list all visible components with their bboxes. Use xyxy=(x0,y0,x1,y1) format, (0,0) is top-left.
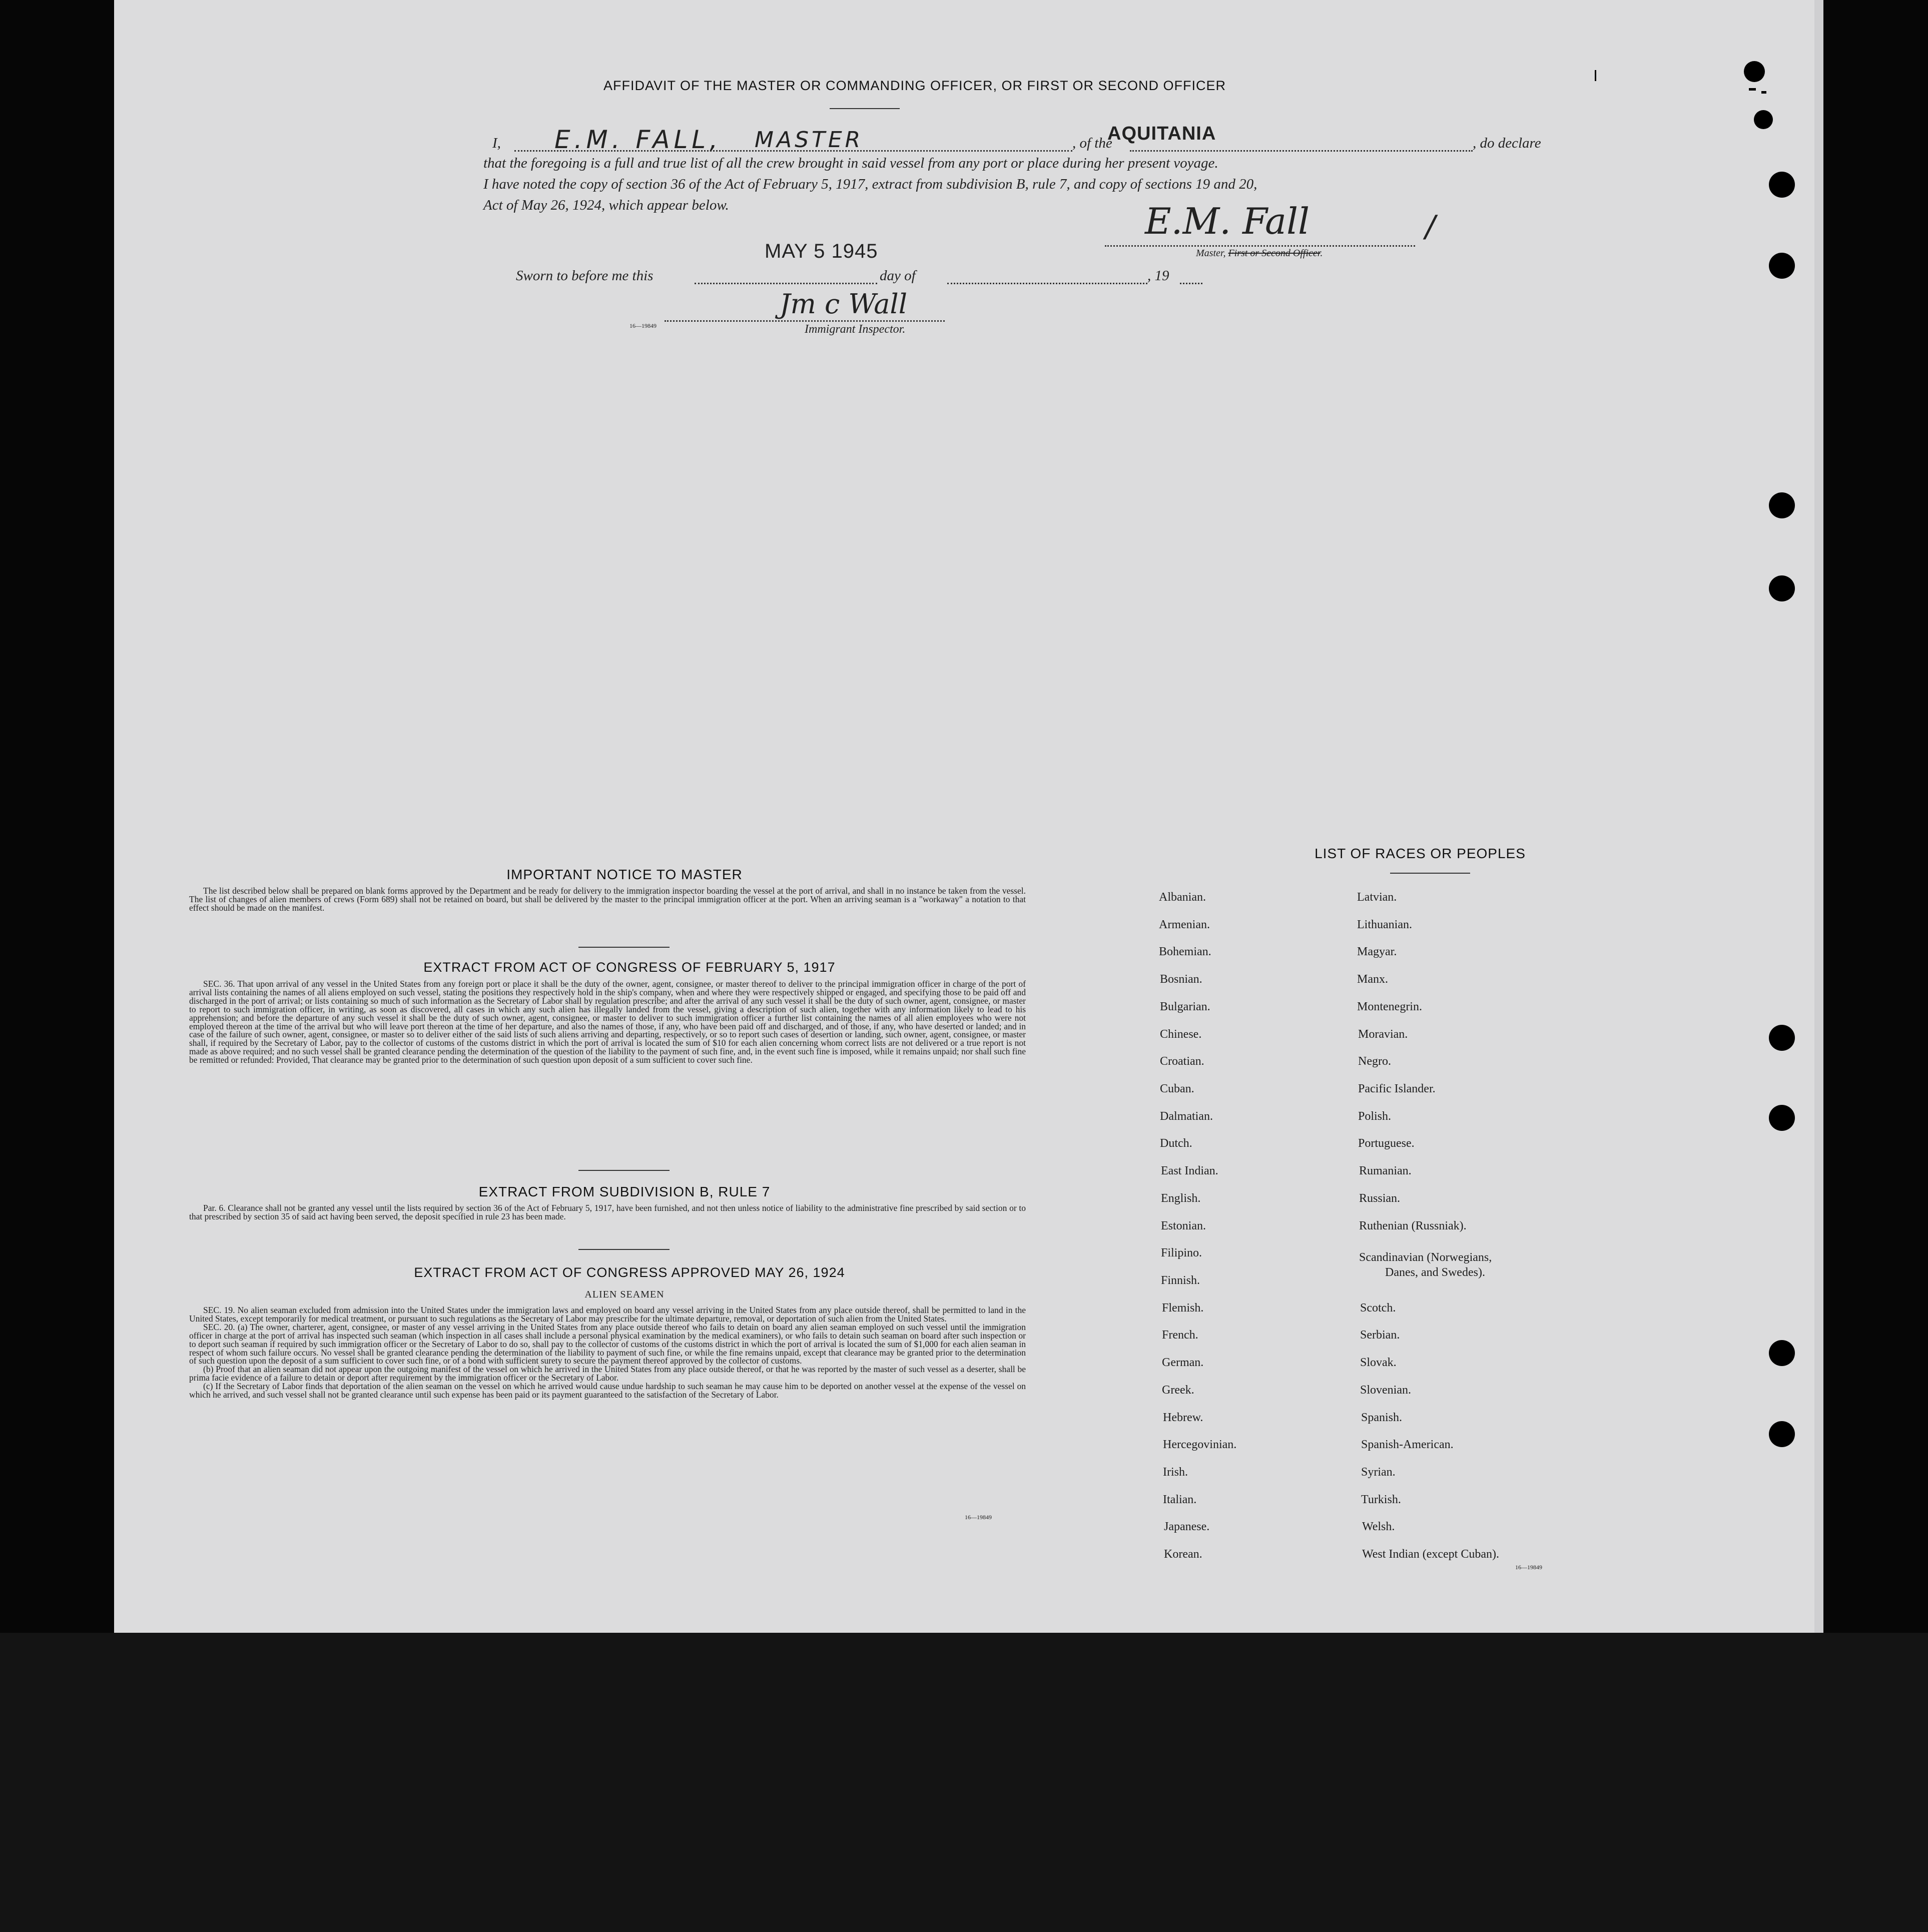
race-left: English. xyxy=(1161,1192,1201,1205)
race-left: Bosnian. xyxy=(1160,973,1202,986)
master-signature-line xyxy=(1105,245,1415,247)
master-name: E.M. FALL, xyxy=(554,125,722,154)
race-left: Irish. xyxy=(1163,1466,1188,1479)
day-of-label: day of xyxy=(880,268,916,284)
scanner-bed xyxy=(0,1633,1928,1932)
sworn-month-line xyxy=(947,283,1147,284)
master-caption-label: Master, xyxy=(1196,248,1226,259)
extract-1917-title: EXTRACT FROM ACT OF CONGRESS OF FEBRUARY 5, 1917 xyxy=(423,960,836,975)
extract-1924-subtitle: ALIEN SEAMEN xyxy=(584,1289,665,1300)
punch-hole xyxy=(1769,492,1795,518)
race-right: Lithuanian. xyxy=(1357,918,1412,931)
races-title: LIST OF RACES OR PEOPLES xyxy=(1315,846,1526,861)
of-the-label: , of the xyxy=(1072,135,1112,151)
punch-hole xyxy=(1754,110,1773,129)
notice-body xyxy=(189,887,1026,912)
race-left: East Indian. xyxy=(1161,1164,1218,1177)
race-left: Estonian. xyxy=(1161,1219,1206,1232)
race-right: Pacific Islander. xyxy=(1358,1082,1436,1095)
race-left: Armenian. xyxy=(1159,918,1210,931)
sec19-paragraph: SEC. 19. No alien seaman excluded from admission into the United States under the immigration laws and employed on board any vessel arriving in the United States from any place outside thereof, shall be permitted to land in the United States, except temporarily for medical treatment, or pursuant to such regulations as the Secretary of Labor may prescribe for the ultimate departure, removal, or deportation of such alien from the United States. xyxy=(189,1305,1026,1324)
affidavit-i-label: I, xyxy=(492,135,501,151)
punch-hole xyxy=(1769,575,1795,601)
sec20c-paragraph: (c) If the Secretary of Labor finds that deportation of the alien seaman on the vessel on which he arrived would cause undue hardship to such seaman he may cause him to be deported on another vessel at the expense of the vessel on which he arrived, and such vessel shall not be granted clearance until such expense has been paid or its payment guaranteed to the satisfaction of the Secretary of Labor. xyxy=(189,1381,1026,1400)
race-left: Albanian. xyxy=(1159,891,1206,904)
master-signature: E.M. Fall xyxy=(1145,200,1310,242)
signature-tick: / xyxy=(1425,209,1436,244)
master-caption-end: . xyxy=(1320,248,1323,259)
race-left: Hebrew. xyxy=(1163,1411,1203,1424)
race-left: Korean. xyxy=(1164,1548,1202,1561)
affidavit-title: AFFIDAVIT OF THE MASTER OR COMMANDING OFFICER, OR FIRST OR SECOND OFFICER xyxy=(603,78,1226,93)
race-left: Bohemian. xyxy=(1159,945,1211,958)
inspector-caption: Immigrant Inspector. xyxy=(805,323,906,336)
races-rule xyxy=(1390,873,1470,874)
race-left: Dalmatian. xyxy=(1160,1110,1213,1123)
race-right: West Indian (except Cuban). xyxy=(1362,1548,1499,1561)
race-left: Finnish. xyxy=(1161,1274,1200,1287)
declaration-line-1: that the foregoing is a full and true list of all the crew brought in said vessel from any port or place during her present voyage. xyxy=(483,155,1218,171)
master-caption-struck: First or Second Officer xyxy=(1228,248,1321,259)
race-right: Welsh. xyxy=(1362,1520,1395,1533)
sworn-label: Sworn to before me this xyxy=(516,268,654,284)
race-right: Slovenian. xyxy=(1360,1384,1411,1397)
sworn-day-line xyxy=(695,283,877,284)
race-left: German. xyxy=(1162,1356,1204,1369)
inspector-signature-line xyxy=(665,320,945,322)
race-left: Hercegovinian. xyxy=(1163,1438,1237,1451)
extract-rule7-rule xyxy=(578,1249,670,1250)
race-right: Portuguese. xyxy=(1358,1137,1415,1150)
race-right: Scotch. xyxy=(1360,1302,1396,1315)
race-right: Latvian. xyxy=(1357,891,1397,904)
declaration-line-3: Act of May 26, 1924, which appear below. xyxy=(483,197,729,213)
races-form-number: 16—19849 xyxy=(1515,1564,1542,1571)
race-left: Italian. xyxy=(1163,1493,1197,1506)
master-rank: MASTER xyxy=(755,127,864,153)
race-right: Polish. xyxy=(1358,1110,1392,1123)
punch-hole xyxy=(1769,253,1795,279)
punch-hole xyxy=(1769,1340,1795,1366)
extract-rule7-paragraph: Par. 6. Clearance shall not be granted any vessel until the lists required by section 36 of the Act of February 5, 1917, have been furnished, and not then unless notice of liability to the administrative fine prescribed by said section or to that prescribed by section 35 of said act having been served, the deposit specified in rule 23 has been made. xyxy=(189,1203,1026,1221)
race-right: Negro. xyxy=(1358,1055,1391,1068)
punch-hole xyxy=(1769,172,1795,198)
extract-rule7-title: EXTRACT FROM SUBDIVISION B, RULE 7 xyxy=(478,1184,771,1199)
race-left: Chinese. xyxy=(1160,1028,1202,1041)
race-right: Slovak. xyxy=(1360,1356,1397,1369)
race-right: Turkish. xyxy=(1361,1493,1401,1506)
race-right: Scandinavian (Norwegians, xyxy=(1359,1251,1492,1264)
notice-rule xyxy=(578,947,670,948)
punch-hole xyxy=(1769,1105,1795,1131)
page-edge xyxy=(1814,0,1823,1633)
vessel-line xyxy=(1130,150,1473,152)
year-line xyxy=(1180,283,1202,284)
race-right: Spanish. xyxy=(1361,1411,1403,1424)
race-left: Cuban. xyxy=(1160,1082,1194,1095)
race-left: Flemish. xyxy=(1162,1302,1204,1315)
scan-mark xyxy=(1761,91,1766,94)
race-left: Japanese. xyxy=(1164,1520,1210,1533)
race-right: Montenegrin. xyxy=(1357,1000,1422,1013)
document-page xyxy=(114,0,1823,1633)
race-left: Croatian. xyxy=(1160,1055,1204,1068)
race-right: Serbian. xyxy=(1360,1329,1400,1342)
race-right: Russian. xyxy=(1359,1192,1401,1205)
notice-title: IMPORTANT NOTICE TO MASTER xyxy=(506,867,743,882)
date-stamp: MAY 5 1945 xyxy=(765,240,878,262)
scan-mark xyxy=(1749,88,1756,91)
race-right: Syrian. xyxy=(1361,1466,1396,1479)
affidavit-form-number: 16—19849 xyxy=(629,322,657,329)
sec20a-paragraph: SEC. 20. (a) The owner, charterer, agent, consignee, or master of any vessel arriving in the United States from any place outside thereof who fails to detain on board any alien seaman employed on such vessel until the immigration officer in charge at the port of arrival has inspected such seaman (which inspection in all cases shall include a personal physical examination by the medical examiners), or who fails to detain such seaman on board after such inspection or to deport such seaman if required by such immigration officer or the Secretary of Labor to do so, shall pay to the collector of customs of the customs district in which the port of arrival is located the sum of $1,000 for each alien seaman in respect of whom such failure occurs. No vessel shall be granted clearance pending the determination of the liability to payment of such fine, or while the fine remains unpaid, except that clearance may be granted prior to the determination of such question upon the deposit of a sum sufficient to cover such fine, or of a bond with sufficient surety to secure the payment thereof approved by the collector of customs. xyxy=(189,1322,1026,1366)
extract-rule7-body xyxy=(189,1204,1026,1221)
punch-hole xyxy=(1769,1421,1795,1447)
race-right: Moravian. xyxy=(1358,1028,1408,1041)
race-right: Magyar. xyxy=(1357,945,1397,958)
race-left: Filipino. xyxy=(1161,1246,1202,1259)
extract-1917-body xyxy=(189,980,1026,1064)
race-right: Rumanian. xyxy=(1359,1164,1412,1177)
extract-1917-paragraph: SEC. 36. That upon arrival of any vessel in the United States from any foreign port or place it shall be the duty of the owner, agent, consignee, or master thereof to deliver to the principal immigration officer in charge of the port of arrival lists containing the names of all aliens employed on such vessel, stating the positions they respectively hold in the ship's company, when and where they were respectively shipped or engaged, and specifying those to be paid off and discharged in the port of arrival; or lists containing so much of such information as the Secretary of Labor shall by regulation prescribe; and after the arrival of any such vessel it shall be the duty of such owner, agent, consignee, or master to report to such immigration officer, in writing, as soon as discovered, all cases in which any such alien has illegally landed from the vessel, giving a description of such alien, together with any information likely to lead to his apprehension; and before the departure of any such vessel it shall be the duty of such owner, agent, consignee, or master to deliver to such immigration officer a further list containing the names of all alien employees who were not employed thereon at the time of the arrival but who will leave port thereon at the time of her departure, and also the names of those, if any, who have been paid off and discharged, and of those, if any, who have deserted or landed; and in case of the failure of such owner, agent, consignee, or master so to deliver either of the said lists of such aliens arriving and departing, respectively, or so to report such cases of desertion or landing, such owner, agent, consignee, or master shall, if required by the Secretary of Labor, pay to the collector of customs of the customs district in which the port of arrival is located the sum of $10 for each alien concerning whom correct lists are not delivered or a true report is not made as above required; and no such vessel shall be granted clearance pending the determination of the question of the liability to the payment of such fine, and, in the event such fine is imposed, while it remains unpaid; nor shall such fine be remitted or refunded: Provided, That clearance may be granted prior to the determination of such question upon deposit of a sum sufficient to cover such fine. xyxy=(189,979,1026,1065)
do-declare-label: , do declare xyxy=(1473,135,1541,151)
sec20b-paragraph: (b) Proof that an alien seaman did not appear upon the outgoing manifest of the vessel on which he arrived in the United States from any place outside thereof, or that he was reported by the master of such vessel as a deserter, shall be prima facie evidence of a failure to detain or deport after requirement by the immigration officer or the Secretary of Labor. xyxy=(189,1364,1026,1383)
race-right: Spanish-American. xyxy=(1361,1438,1454,1451)
extract-form-number: 16—19849 xyxy=(965,1514,992,1521)
vessel-name: AQUITANIA xyxy=(1107,123,1216,144)
declaration-line-2: I have noted the copy of section 36 of the Act of February 5, 1917, extract from subdivision B, rule 7, and copy of sections 19 and 20, xyxy=(483,176,1257,192)
race-right: Manx. xyxy=(1357,973,1388,986)
extract-1917-rule xyxy=(578,1170,670,1171)
race-right: Ruthenian (Russniak). xyxy=(1359,1219,1467,1232)
title-rule xyxy=(830,108,900,109)
race-left: Dutch. xyxy=(1160,1137,1192,1150)
extract-1924-body xyxy=(189,1306,1026,1399)
inspector-signature: Jm c Wall xyxy=(780,288,907,320)
race-right: Danes, and Swedes). xyxy=(1385,1266,1485,1279)
punch-hole xyxy=(1769,1025,1795,1051)
race-left: Bulgarian. xyxy=(1160,1000,1210,1013)
master-caption xyxy=(1196,248,1323,259)
extract-1924-title: EXTRACT FROM ACT OF CONGRESS APPROVED MAY 26, 1924 xyxy=(414,1265,845,1280)
race-left: Greek. xyxy=(1162,1384,1194,1397)
notice-paragraph: The list described below shall be prepared on blank forms approved by the Department and be ready for delivery to the immigration inspector boarding the vessel at the port of arrival, and shall in no instance be taken from the vessel. The list of changes of alien members of crews (Form 689) shall not be retained on board, but shall be delivered by the master to the principal immigration officer at the port. When an arriving seaman is a "workaway" a notation to that effect should be made on the manifest. xyxy=(189,886,1026,913)
race-left: French. xyxy=(1162,1329,1198,1342)
punch-hole xyxy=(1744,61,1765,82)
year-label: , 19 xyxy=(1147,268,1169,284)
scan-mark xyxy=(1595,70,1596,81)
